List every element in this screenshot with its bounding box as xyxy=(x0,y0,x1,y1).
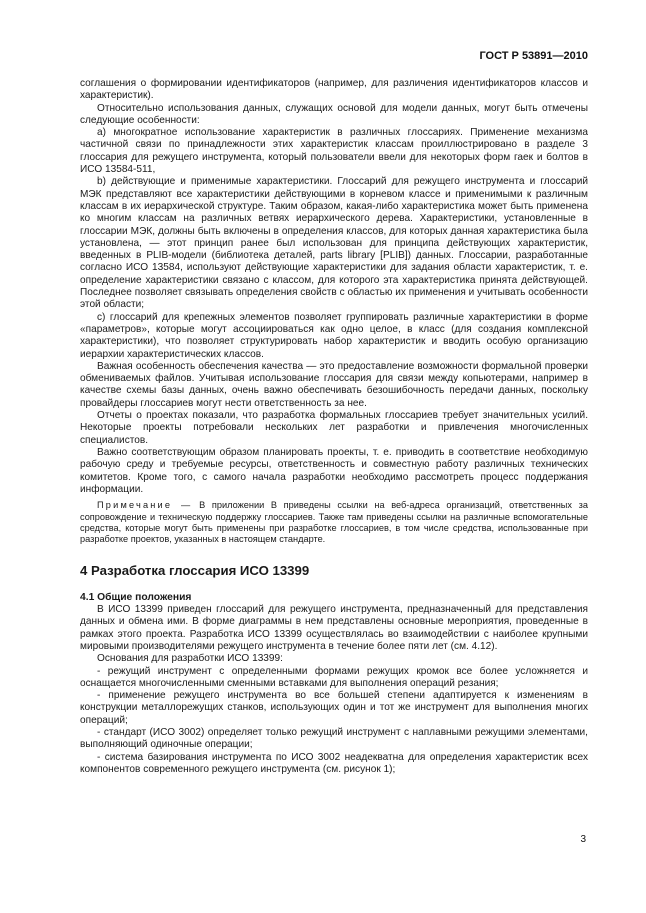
list-item: - режущий инструмент с определенными формами режущих кромок все более усложняется и оснащается многочисленными сменными вставками для выполнения операций резания; xyxy=(80,665,588,689)
section-title: 4 Разработка глоссария ИСО 13399 xyxy=(80,562,310,578)
paragraph: В ИСО 13399 приведен глоссарий для режущего инструмента, предназначенный для представления данных и обмена ими. В форме диаграммы в нем представлены основные мероприятия, проведенные в рамках этого проекта. Разработка ИСО 13399 осуществлялась во взаимодействии с наиболее крупными мировыми производителями режущего инструмента в течение более пяти лет (см. 4.12). xyxy=(80,604,588,652)
paragraph: Основания для разработки ИСО 13399: xyxy=(97,653,283,665)
standard-header: ГОСТ Р 53891—2010 xyxy=(479,50,588,62)
list-item-b: b) действующие и применимые характеристики. Глоссарий для режущего инструмента и глоссарий МЭК представляют все характеристики действующими в корневом классе и применимыми к различным классам в их иерархической структуре. Таким образом, какая-либо характеристика может быть применена ко многим классам на различных ветвях иерархического дерева. Характеристики, установленные в глоссарии МЭК, должны быть включены в определения классов, для которых данная характеристика была установлена, — этот принцип ранее был использован для принципа действующих характеристик, введенных в PLIB-модели (библиотека деталей, parts library [PLIB]) данных. Глоссарии, разработанные согласно ИСО 13584, используют действующие характеристики для задания области характеристик, т. е. определение характеристики связано с классом, для которого эта характеристика принята действующей. Последнее позволяет связывать определения свойств с областью их применения и учитывать особенности этой области; xyxy=(80,176,588,311)
list-item-c: c) глоссарий для крепежных элементов позволяет группировать различные характеристики в форме «параметров», которые могут ассоциироваться как одно целое, в класс (для создания комплексной характеристики), что позволяет структурировать набор характеристик и вводить особую организацию иерархии характеристических классов. xyxy=(80,311,588,360)
note-label: Примечание — xyxy=(97,500,193,511)
paragraph: Важная особенность обеспечения качества — это предоставление возможности формальной проверки обмениваемых файлов. Учитывая использование глоссария для связи между копьютерами, например в качестве схемы базы данных, очень важно обеспечивать безошибочность передачи данных, поскольку провайдеры глоссариев могут нести ответственность за нее. xyxy=(80,360,588,409)
paragraph: Относительно использования данных, служащих основой для модели данных, могут быть отмечены следующие особенности: xyxy=(80,102,588,126)
list-item: - стандарт (ИСО 3002) определяет только режущий инструмент с наплавными режущими элементами, выполняющий одиночные операции; xyxy=(80,726,588,751)
page-number: 3 xyxy=(580,834,586,845)
note xyxy=(80,500,588,546)
note-text: В приложении В приведены ссылки на веб-адреса организаций, ответственных за сопровождение и техническую поддержку глоссариев. Также там приведены ссылки на различные вспомогательные средства, которые могут быть применены при разработке глоссариев, в том числе средства, использованные при разработке проектов, указанных в настоящем стандарте. xyxy=(80,500,588,545)
list-item-a: a) многократное использование характеристик в различных глоссариях. Применение механизма частичной связи по принадлежности этих характеристик классам проиллюстрировано в разделе 3 глоссария для режущего инструмента, который пользователи ввели для некоторых форм гаек и болтов в ИСО 13584-511, xyxy=(80,127,588,176)
paragraph: Отчеты о проектах показали, что разработка формальных глоссариев требует значительных усилий. Некоторые проекты потребовали нескольких лет разработки и привлечения многочисленных специалистов. xyxy=(80,410,588,446)
list-item: - применение режущего инструмента во все большей степени адаптируется к изменениям в конструкции металлорежущих станков, использующих один и тот же инструмент для выполнения многих операций; xyxy=(80,690,588,726)
page-content xyxy=(80,78,588,776)
paragraph: Важно соответствующим образом планировать проекты, т. е. приводить в соответствие необходимую рабочую среду и требуемые ресурсы, ответственность и совместную работу различных технических комитетов. Кроме того, с самого начала разработки необходимо рассмотреть процесс поддержания информации. xyxy=(80,446,588,495)
list-item: - система базирования инструмента по ИСО 3002 неадекватна для определения характеристик всех компонентов современного режущего инструмента (см. рисунок 1); xyxy=(80,751,588,775)
subsection-title: 4.1 Общие положения xyxy=(80,591,192,603)
paragraph: соглашения о формировании идентификаторов (например, для различения идентификаторов классов и характеристик). xyxy=(80,78,588,102)
